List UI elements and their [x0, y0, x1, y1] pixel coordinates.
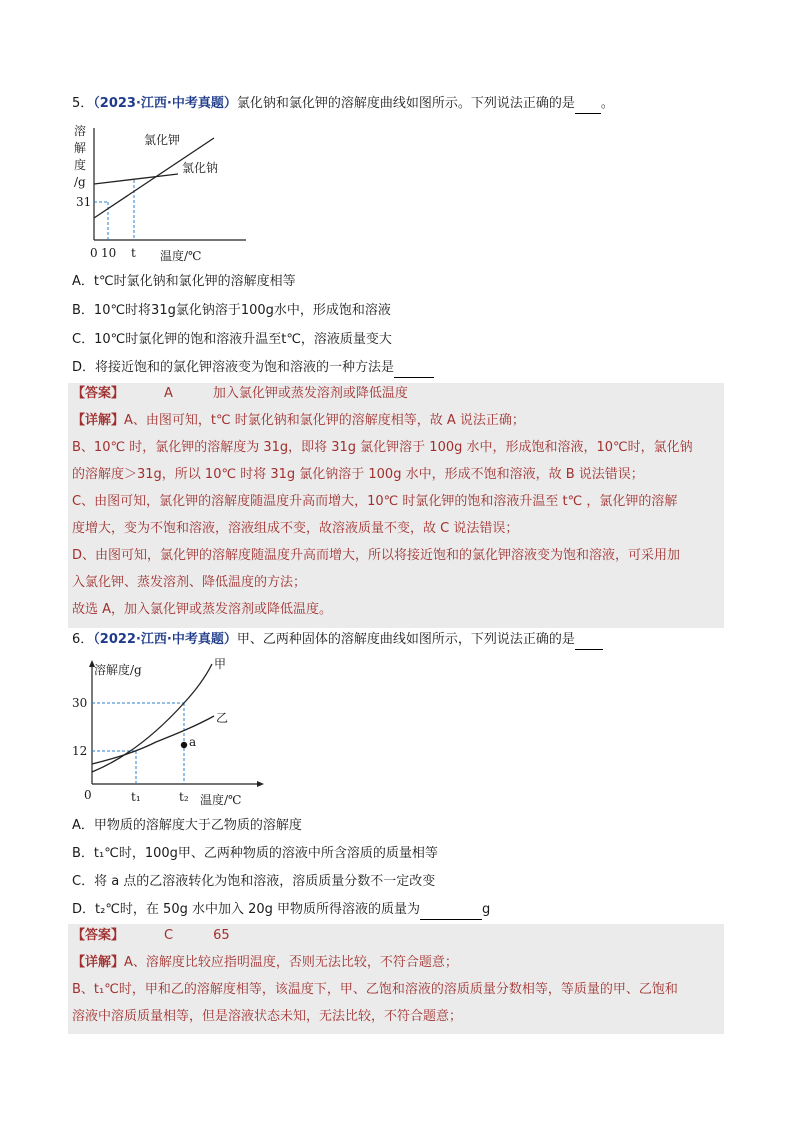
q5-series-nacl-label: 氯化钠 [182, 161, 219, 175]
q5-detail-line-1 [72, 411, 525, 431]
q5-detail-line-8: 故选 A，加入氯化钾或蒸发溶剂或降低温度。 [72, 602, 333, 617]
q5-answer-tag: 【答案】 [72, 386, 125, 401]
q6-ytick-30: 30 [72, 696, 88, 710]
q6-detail-text-1: A、溶解度比较应指明温度，否则无法比较，不符合题意； [124, 955, 458, 970]
q5-stem-end: 。 [600, 96, 614, 111]
q6-answer-blank [575, 635, 603, 650]
q6-point-a-label: a [189, 735, 197, 749]
q5-answer-line [72, 384, 408, 404]
q6-xtick-t2: t₂ [179, 790, 189, 804]
q6-option-d-text: D．t₂℃时，在 50g 水中加入 20g 甲物质所得溶液的质量为 [72, 902, 421, 917]
q6-xlabel: 温度/℃ [200, 793, 242, 807]
q5-ylabel-3: 度 [74, 158, 87, 172]
q5-curve-nacl [94, 174, 178, 184]
q6-option-b: B．t₁℃时，100g甲、乙两种物质的溶液中所含溶质的质量相等 [72, 846, 438, 861]
q5-detail-line-7: 入氯化钾、蒸发溶剂、降低温度的方法； [72, 575, 307, 590]
q5-source: （2023·江西·中考真题） [93, 96, 237, 111]
q5-detail-tag: 【详解】 [72, 413, 125, 428]
q6-source: （2022·江西·中考真题） [93, 632, 237, 647]
q5-number: 5． [72, 96, 94, 111]
q6-series-yi-label: 乙 [216, 711, 229, 725]
q6-answer-choice: C [164, 928, 174, 943]
q6-detail-line-3: 溶液中溶质质量相等，但是溶液状态未知，无法比较，不符合题意； [72, 1009, 463, 1024]
q5-detail-line-6: D、由图可知，氯化钾的溶解度随温度升高而增大，所以将接近饱和的氯化钾溶液变为饱和溶液，可采用加 [72, 548, 681, 563]
q5-xlabel: 温度/℃ [160, 249, 202, 263]
q5-xtick-t: t [131, 246, 136, 260]
q6-x-arrow [257, 781, 264, 787]
q5-option-c: C．10℃时氯化钾的饱和溶液升温至t℃，溶液质量变大 [72, 332, 392, 347]
q5-stem [72, 94, 614, 114]
q6-series-jia-label: 甲 [214, 657, 227, 671]
q6-xtick-t1: t₁ [131, 790, 141, 804]
q6-detail-tag: 【详解】 [72, 955, 125, 970]
q6-stem [72, 630, 603, 650]
q6-option-c: C．将 a 点的乙溶液转化为饱和溶液，溶质质量分数不一定改变 [72, 874, 436, 889]
q5-series-kcl-label: 氯化钾 [144, 133, 181, 147]
q5-answer-choice: A [164, 386, 173, 401]
q6-option-d-unit: g [482, 902, 491, 917]
q5-detail-text-1: A、由图可知，t℃ 时氯化钠和氯化钾的溶解度相等，故 A 说法正确； [124, 413, 525, 428]
q6-answer-line [72, 926, 230, 946]
q5-ylabel-1: 溶 [74, 124, 87, 138]
q6-option-a: A．甲物质的溶解度大于乙物质的溶解度 [72, 818, 302, 833]
q5-option-d [72, 358, 434, 378]
q5-option-b: B．10℃时将31g氯化钠溶于100g水中，形成饱和溶液 [72, 303, 391, 318]
q5-detail-line-3: 的溶解度＞31g，所以 10℃ 时将 31g 氯化钠溶于 100g 水中，形成不饱和溶液，故 B 说法错误； [72, 467, 644, 482]
q5-ylabel-4: /g [74, 175, 86, 189]
q5-xtick-10: 10 [101, 246, 117, 260]
q5-detail-line-2: B、10℃ 时，氯化钾的溶解度为 31g，即将 31g 氯化钾溶于 100g 水中，形成饱和溶液，10℃时，氯化钠 [72, 440, 693, 455]
q6-stem-text: 甲、乙两种固体的溶解度曲线如图所示，下列说法正确的是 [236, 632, 575, 647]
q5-stem-text: 氯化钠和氯化钾的溶解度曲线如图所示。下列说法正确的是 [236, 96, 575, 111]
q5-option-a: A．t℃时氯化钠和氯化钾的溶解度相等 [72, 274, 296, 289]
q5-ytick-31: 31 [76, 195, 92, 209]
q5-solubility-graph [70, 120, 250, 266]
q6-detail-line-1 [72, 953, 458, 973]
q6-option-d-blank [420, 905, 482, 920]
q6-ytick-12: 12 [72, 744, 88, 758]
q5-ylabel-2: 解 [74, 141, 87, 155]
q5-detail-line-5: 度增大，变为不饱和溶液，溶液组成不变，故溶液质量不变，故 C 说法错误； [72, 521, 519, 536]
q5-answer-text: 加入氯化钾或蒸发溶剂或降低温度 [212, 386, 408, 401]
q6-answer-tag: 【答案】 [72, 928, 125, 943]
q5-detail-line-4: C、由图可知，氯化钾的溶解度随温度升高而增大，10℃ 时氯化钾的饱和溶液升温至 t℃ ，氯化钾的溶解 [72, 494, 678, 509]
q6-detail-line-2: B、t₁℃时，甲和乙的溶解度相等，该温度下，甲、乙饱和溶液的溶质质量分数相等，等质量的甲、乙饱和 [72, 982, 678, 997]
q5-option-d-text: D．将接近饱和的氯化钾溶液变为饱和溶液的一种方法是 [72, 360, 395, 375]
q5-xtick-0: 0 [90, 246, 98, 260]
q5-option-d-blank [394, 363, 434, 378]
q6-option-d [72, 900, 490, 920]
q5-curve-kcl [94, 138, 214, 218]
q6-curve-jia [92, 664, 212, 772]
q6-answer-text: 65 [213, 928, 230, 943]
q6-xtick-0: 0 [84, 788, 92, 802]
q6-point-a [181, 742, 187, 748]
q6-number: 6． [72, 632, 94, 647]
q5-answer-blank [575, 99, 601, 114]
q6-ylabel: 溶解度/g [94, 663, 142, 677]
q6-solubility-graph [66, 654, 266, 814]
